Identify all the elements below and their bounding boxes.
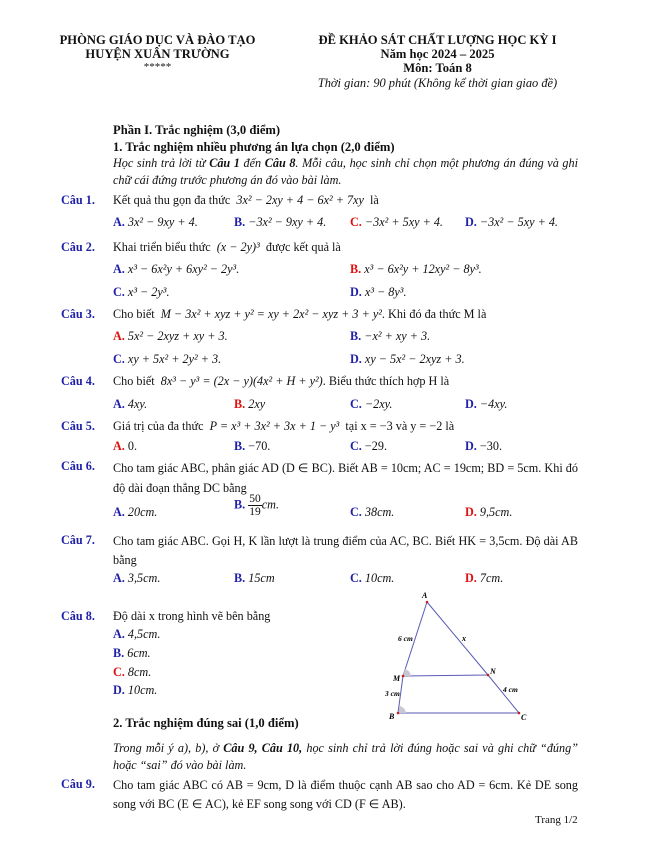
q5-option-b[interactable]: B. −70. bbox=[234, 439, 271, 453]
point-b bbox=[397, 712, 400, 715]
label-x: x bbox=[462, 634, 466, 643]
segment-an bbox=[427, 602, 488, 675]
question-3-stem: Cho biết M − 3x² + xyz + y² = xy + 2x² − xyz + 3 + y². Khi đó đa thức M là bbox=[113, 307, 487, 321]
q2-option-c[interactable]: C. x³ − 2y³. bbox=[113, 285, 170, 299]
question-1-stem: Kết quả thu gọn đa thức 3x² − 2xy + 4 − 6x² + 7xy là bbox=[113, 193, 379, 207]
label-b: B bbox=[389, 712, 395, 721]
question-5-label: Câu 5. bbox=[61, 419, 95, 433]
q4-option-a[interactable]: A. 4xy. bbox=[113, 397, 148, 411]
q6-option-c[interactable]: C. 38cm. bbox=[350, 505, 395, 519]
q7-option-d[interactable]: D. 7cm. bbox=[465, 571, 504, 585]
time-limit: Thời gian: 90 phút (Không kể thời gian giao đề) bbox=[317, 76, 558, 90]
q2-option-a[interactable]: A. x³ − 6x²y + 6xy² − 2y³. bbox=[113, 262, 240, 276]
section2-instructions: Trong mỗi ý a), b), ở Câu 9, Câu 10, học sinh chỉ trả lời đúng hoặc sai và ghi chữ “đúng” hoặc “sai” đó vào bài làm. bbox=[113, 741, 578, 772]
q7-option-b[interactable]: B. 15cm bbox=[234, 571, 275, 585]
header-left-stars: ***** bbox=[143, 61, 172, 73]
section2-title: 2. Trắc nghiệm đúng sai (1,0 điểm) bbox=[113, 716, 299, 730]
question-5-stem: Giá trị của đa thức P = x³ + 3x² + 3x + 1 − y³ tại x = −3 và y = −2 là bbox=[113, 419, 455, 433]
q3-option-a[interactable]: A. 5x² − 2xyz + xy + 3. bbox=[113, 329, 228, 343]
q5-option-d[interactable]: D. −30. bbox=[465, 439, 503, 453]
header-left-line1: PHÒNG GIÁO DỤC VÀ ĐÀO TẠO bbox=[59, 33, 256, 47]
q1-option-c[interactable]: C. −3x² + 5xy + 4. bbox=[350, 215, 443, 229]
q3-option-b[interactable]: B. −x² + xy + 3. bbox=[350, 329, 431, 343]
q3-option-d[interactable]: D. xy − 5x² − 2xyz + 3. bbox=[350, 352, 465, 366]
school-year: Năm học 2024 – 2025 bbox=[380, 47, 495, 61]
question-9-label: Câu 9. bbox=[61, 777, 95, 791]
q6-option-b[interactable]: B. $\frac{50}{19}$ cm. bbox=[234, 493, 279, 518]
question-3-label: Câu 3. bbox=[61, 307, 95, 321]
section1-instructions: Học sinh trả lời từ Câu 1 đến Câu 8. Mỗi câu, học sinh chỉ chọn một phương án đúng và ghi chữ cái đứng trước phương án đó vào bài làm. bbox=[113, 156, 578, 187]
q2-option-b[interactable]: B. x³ − 6x²y + 12xy² − 8y³. bbox=[350, 262, 482, 276]
question-9-stem: Cho tam giác ABC có AB = 9cm, D là điểm thuộc cạnh AB sao cho AD = 6cm. Kẻ DE song song với BC (E ∈ AC), kẻ EF song song với CD (F ∈ AB). bbox=[113, 778, 578, 811]
question-4-label: Câu 4. bbox=[61, 374, 95, 388]
q1-option-d[interactable]: D. −3x² − 5xy + 4. bbox=[465, 215, 558, 229]
label-a: A bbox=[422, 591, 428, 600]
q8-option-d[interactable]: D. 10cm. bbox=[113, 683, 158, 697]
exam-title: ĐỀ KHẢO SÁT CHẤT LƯỢNG HỌC KỲ I bbox=[318, 33, 557, 47]
label-c: C bbox=[521, 713, 527, 722]
angle-mark-m bbox=[403, 669, 411, 676]
q6-option-a[interactable]: A. 20cm. bbox=[113, 505, 158, 519]
point-c bbox=[518, 712, 521, 715]
q3-option-c[interactable]: C. xy + 5x² + 2y² + 3. bbox=[113, 352, 222, 366]
q1-option-b[interactable]: B. −3x² − 9xy + 4. bbox=[234, 215, 327, 229]
question-8-stem: Độ dài x trong hình vẽ bên bằng bbox=[113, 609, 271, 623]
q4-option-c[interactable]: C. −2xy. bbox=[350, 397, 393, 411]
q1-option-a[interactable]: A. 3x² − 9xy + 4. bbox=[113, 215, 198, 229]
segment-nc bbox=[488, 675, 519, 713]
label-mb-length: 3 cm bbox=[385, 689, 400, 698]
q2-option-d[interactable]: D. x³ − 8y³. bbox=[350, 285, 407, 299]
question-7-stem: Cho tam giác ABC. Gọi H, K lần lượt là trung điểm của AC, BC. Biết HK = 3,5cm. Độ dài AB bằng bbox=[113, 534, 578, 567]
q5-option-a[interactable]: A. 0. bbox=[113, 439, 138, 453]
question-1-label: Câu 1. bbox=[61, 193, 95, 207]
question-4-stem: Cho biết 8x³ − y³ = (2x − y)(4x² + H + y²). Biểu thức thích hợp H là bbox=[113, 374, 450, 388]
q8-option-a[interactable]: A. 4,5cm. bbox=[113, 627, 161, 641]
page-number: Trang 1/2 bbox=[535, 814, 578, 826]
fraction: $\frac{50}{19}$ bbox=[249, 493, 261, 518]
q7-option-a[interactable]: A. 3,5cm. bbox=[113, 571, 161, 585]
section1-title: 1. Trắc nghiệm nhiều phương án lựa chọn (2,0 điểm) bbox=[113, 140, 395, 154]
q4-option-b[interactable]: B. 2xy bbox=[234, 397, 266, 411]
question-6-stem: Cho tam giác ABC, phân giác AD (D ∈ BC). Biết AB = 10cm; AC = 19cm; BD = 5cm. Khi đó độ dài đoạn thẳng DC bằng bbox=[113, 461, 578, 495]
q8-option-b[interactable]: B. 6cm. bbox=[113, 646, 151, 660]
label-am-length: 6 cm bbox=[398, 634, 413, 643]
q5-option-c[interactable]: C. −29. bbox=[350, 439, 388, 453]
q6-option-d[interactable]: D. 9,5cm. bbox=[465, 505, 513, 519]
point-n bbox=[487, 674, 490, 677]
q4-option-d[interactable]: D. −4xy. bbox=[465, 397, 508, 411]
question-6-label: Câu 6. bbox=[61, 459, 95, 473]
label-nc-length: 4 cm bbox=[503, 685, 518, 694]
point-m bbox=[402, 675, 405, 678]
question-2-stem: Khai triển biểu thức (x − 2y)³ được kết quả là bbox=[113, 240, 341, 254]
segment-mn bbox=[403, 675, 488, 676]
part1-title: Phần I. Trắc nghiệm (3,0 điểm) bbox=[113, 123, 281, 137]
question-8-label: Câu 8. bbox=[61, 609, 95, 623]
point-a bbox=[426, 601, 429, 604]
header-left-line2: HUYỆN XUÂN TRƯỜNG bbox=[85, 47, 230, 61]
triangle-figure bbox=[370, 585, 540, 725]
subject: Môn: Toán 8 bbox=[403, 61, 472, 75]
q8-option-c[interactable]: C. 8cm. bbox=[113, 665, 152, 679]
label-n: N bbox=[490, 667, 496, 676]
label-m: M bbox=[393, 674, 401, 683]
question-2-label: Câu 2. bbox=[61, 240, 95, 254]
question-7-label: Câu 7. bbox=[61, 533, 95, 547]
q7-option-c[interactable]: C. 10cm. bbox=[350, 571, 395, 585]
